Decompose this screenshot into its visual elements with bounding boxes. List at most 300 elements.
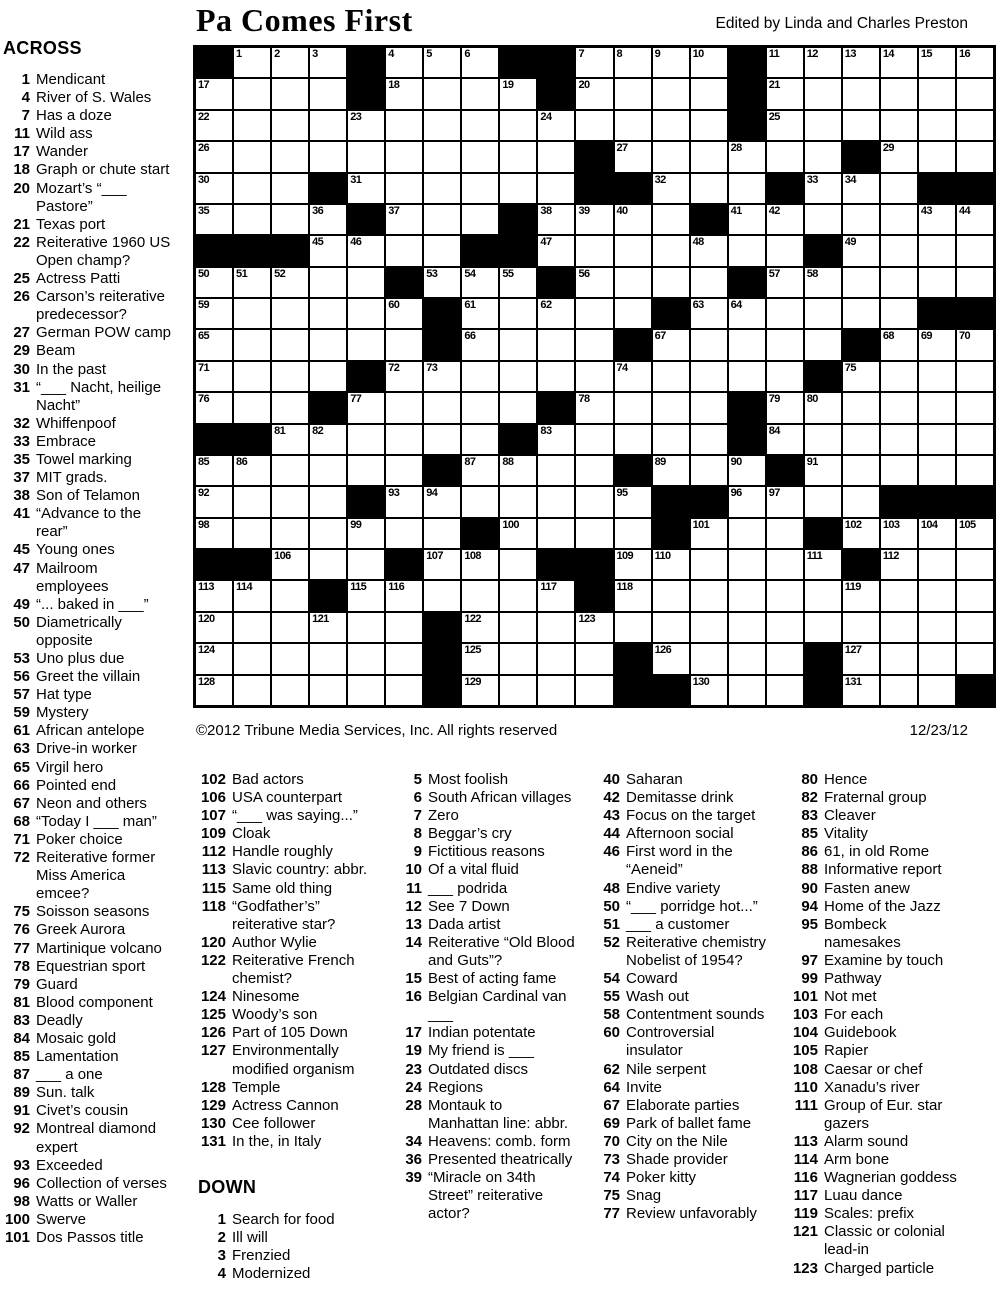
grid-cell-r18c15[interactable] bbox=[729, 581, 765, 610]
grid-cell-r4c16[interactable] bbox=[767, 142, 803, 171]
grid-cell-r11c9[interactable] bbox=[500, 362, 536, 391]
grid-cell-r13c7[interactable] bbox=[424, 425, 460, 454]
grid-cell-r19c3[interactable] bbox=[272, 613, 308, 642]
grid-cell-r19c16[interactable] bbox=[767, 613, 803, 642]
grid-cell-r20c19[interactable] bbox=[881, 644, 917, 673]
grid-cell-r11c4[interactable] bbox=[310, 362, 346, 391]
grid-cell-r9c12[interactable] bbox=[615, 299, 651, 328]
grid-cell-r3c20[interactable] bbox=[919, 111, 955, 140]
grid-cell-r18c20[interactable] bbox=[919, 581, 955, 610]
grid-cell-r3c4[interactable] bbox=[310, 111, 346, 140]
grid-cell-r6c4[interactable] bbox=[310, 205, 346, 234]
grid-cell-r17c17[interactable] bbox=[805, 550, 841, 579]
grid-cell-r11c1[interactable] bbox=[196, 362, 232, 391]
grid-cell-r17c9[interactable] bbox=[500, 550, 536, 579]
grid-cell-r15c3[interactable] bbox=[272, 487, 308, 516]
grid-cell-r2c2[interactable] bbox=[234, 79, 270, 108]
grid-cell-r19c21[interactable] bbox=[957, 613, 993, 642]
grid-cell-r10c3[interactable] bbox=[272, 330, 308, 359]
grid-cell-r15c6[interactable] bbox=[386, 487, 422, 516]
grid-cell-r9c6[interactable] bbox=[386, 299, 422, 328]
grid-cell-r11c13[interactable] bbox=[653, 362, 689, 391]
grid-cell-r19c5[interactable] bbox=[348, 613, 384, 642]
grid-cell-r21c11[interactable] bbox=[576, 676, 612, 705]
grid-cell-r8c17[interactable] bbox=[805, 268, 841, 297]
grid-cell-r6c17[interactable] bbox=[805, 205, 841, 234]
grid-cell-r19c13[interactable] bbox=[653, 613, 689, 642]
grid-cell-r16c10[interactable] bbox=[538, 519, 574, 548]
grid-cell-r16c14[interactable] bbox=[691, 519, 727, 548]
grid-cell-r3c2[interactable] bbox=[234, 111, 270, 140]
grid-cell-r9c8[interactable] bbox=[462, 299, 498, 328]
grid-cell-r8c1[interactable] bbox=[196, 268, 232, 297]
grid-cell-r4c15[interactable] bbox=[729, 142, 765, 171]
grid-cell-r17c19[interactable] bbox=[881, 550, 917, 579]
grid-cell-r12c1[interactable] bbox=[196, 393, 232, 422]
grid-cell-r9c9[interactable] bbox=[500, 299, 536, 328]
grid-cell-r13c3[interactable] bbox=[272, 425, 308, 454]
grid-cell-r20c21[interactable] bbox=[957, 644, 993, 673]
grid-cell-r8c2[interactable] bbox=[234, 268, 270, 297]
grid-cell-r2c11[interactable] bbox=[576, 79, 612, 108]
grid-cell-r8c13[interactable] bbox=[653, 268, 689, 297]
grid-cell-r5c15[interactable] bbox=[729, 174, 765, 203]
grid-cell-r7c20[interactable] bbox=[919, 236, 955, 265]
grid-cell-r1c6[interactable] bbox=[386, 48, 422, 77]
grid-cell-r17c5[interactable] bbox=[348, 550, 384, 579]
grid-cell-r19c18[interactable] bbox=[843, 613, 879, 642]
grid-cell-r6c6[interactable] bbox=[386, 205, 422, 234]
grid-cell-r20c13[interactable] bbox=[653, 644, 689, 673]
grid-cell-r18c10[interactable] bbox=[538, 581, 574, 610]
grid-cell-r1c16[interactable] bbox=[767, 48, 803, 77]
grid-cell-r16c1[interactable] bbox=[196, 519, 232, 548]
grid-cell-r4c1[interactable] bbox=[196, 142, 232, 171]
grid-cell-r10c10[interactable] bbox=[538, 330, 574, 359]
grid-cell-r10c21[interactable] bbox=[957, 330, 993, 359]
grid-cell-r6c20[interactable] bbox=[919, 205, 955, 234]
grid-cell-r13c17[interactable] bbox=[805, 425, 841, 454]
grid-cell-r18c13[interactable] bbox=[653, 581, 689, 610]
grid-cell-r5c19[interactable] bbox=[881, 174, 917, 203]
grid-cell-r4c12[interactable] bbox=[615, 142, 651, 171]
grid-cell-r16c6[interactable] bbox=[386, 519, 422, 548]
grid-cell-r13c18[interactable] bbox=[843, 425, 879, 454]
grid-cell-r14c1[interactable] bbox=[196, 456, 232, 485]
grid-cell-r8c8[interactable] bbox=[462, 268, 498, 297]
grid-cell-r7c21[interactable] bbox=[957, 236, 993, 265]
grid-cell-r19c12[interactable] bbox=[615, 613, 651, 642]
grid-cell-r10c5[interactable] bbox=[348, 330, 384, 359]
grid-cell-r18c7[interactable] bbox=[424, 581, 460, 610]
grid-cell-r14c21[interactable] bbox=[957, 456, 993, 485]
grid-cell-r10c8[interactable] bbox=[462, 330, 498, 359]
grid-cell-r8c11[interactable] bbox=[576, 268, 612, 297]
grid-cell-r16c20[interactable] bbox=[919, 519, 955, 548]
grid-cell-r3c18[interactable] bbox=[843, 111, 879, 140]
grid-cell-r10c15[interactable] bbox=[729, 330, 765, 359]
grid-cell-r15c8[interactable] bbox=[462, 487, 498, 516]
grid-cell-r17c21[interactable] bbox=[957, 550, 993, 579]
grid-cell-r19c1[interactable] bbox=[196, 613, 232, 642]
grid-cell-r21c6[interactable] bbox=[386, 676, 422, 705]
grid-cell-r5c10[interactable] bbox=[538, 174, 574, 203]
grid-cell-r11c21[interactable] bbox=[957, 362, 993, 391]
grid-cell-r13c20[interactable] bbox=[919, 425, 955, 454]
grid-cell-r13c19[interactable] bbox=[881, 425, 917, 454]
grid-cell-r18c18[interactable] bbox=[843, 581, 879, 610]
grid-cell-r6c16[interactable] bbox=[767, 205, 803, 234]
grid-cell-r2c3[interactable] bbox=[272, 79, 308, 108]
grid-cell-r1c8[interactable] bbox=[462, 48, 498, 77]
grid-cell-r5c13[interactable] bbox=[653, 174, 689, 203]
grid-cell-r20c6[interactable] bbox=[386, 644, 422, 673]
grid-cell-r13c21[interactable] bbox=[957, 425, 993, 454]
grid-cell-r10c20[interactable] bbox=[919, 330, 955, 359]
grid-cell-r4c3[interactable] bbox=[272, 142, 308, 171]
grid-cell-r17c12[interactable] bbox=[615, 550, 651, 579]
grid-cell-r21c4[interactable] bbox=[310, 676, 346, 705]
grid-cell-r13c12[interactable] bbox=[615, 425, 651, 454]
grid-cell-r8c12[interactable] bbox=[615, 268, 651, 297]
grid-cell-r21c15[interactable] bbox=[729, 676, 765, 705]
grid-cell-r17c7[interactable] bbox=[424, 550, 460, 579]
grid-cell-r3c9[interactable] bbox=[500, 111, 536, 140]
grid-cell-r12c16[interactable] bbox=[767, 393, 803, 422]
grid-cell-r4c2[interactable] bbox=[234, 142, 270, 171]
grid-cell-r12c17[interactable] bbox=[805, 393, 841, 422]
grid-cell-r8c20[interactable] bbox=[919, 268, 955, 297]
grid-cell-r16c12[interactable] bbox=[615, 519, 651, 548]
grid-cell-r14c20[interactable] bbox=[919, 456, 955, 485]
grid-cell-r9c11[interactable] bbox=[576, 299, 612, 328]
grid-cell-r11c18[interactable] bbox=[843, 362, 879, 391]
grid-cell-r21c14[interactable] bbox=[691, 676, 727, 705]
grid-cell-r4c7[interactable] bbox=[424, 142, 460, 171]
grid-cell-r14c19[interactable] bbox=[881, 456, 917, 485]
grid-cell-r6c1[interactable] bbox=[196, 205, 232, 234]
grid-cell-r17c4[interactable] bbox=[310, 550, 346, 579]
grid-cell-r11c19[interactable] bbox=[881, 362, 917, 391]
grid-cell-r7c14[interactable] bbox=[691, 236, 727, 265]
grid-cell-r20c2[interactable] bbox=[234, 644, 270, 673]
grid-cell-r3c13[interactable] bbox=[653, 111, 689, 140]
grid-cell-r16c16[interactable] bbox=[767, 519, 803, 548]
grid-cell-r14c15[interactable] bbox=[729, 456, 765, 485]
grid-cell-r6c3[interactable] bbox=[272, 205, 308, 234]
grid-cell-r20c16[interactable] bbox=[767, 644, 803, 673]
grid-cell-r4c10[interactable] bbox=[538, 142, 574, 171]
grid-cell-r6c2[interactable] bbox=[234, 205, 270, 234]
grid-cell-r13c10[interactable] bbox=[538, 425, 574, 454]
grid-cell-r15c1[interactable] bbox=[196, 487, 232, 516]
grid-cell-r2c19[interactable] bbox=[881, 79, 917, 108]
grid-cell-r12c9[interactable] bbox=[500, 393, 536, 422]
grid-cell-r18c17[interactable] bbox=[805, 581, 841, 610]
grid-cell-r9c1[interactable] bbox=[196, 299, 232, 328]
grid-cell-r12c13[interactable] bbox=[653, 393, 689, 422]
grid-cell-r11c10[interactable] bbox=[538, 362, 574, 391]
grid-cell-r18c16[interactable] bbox=[767, 581, 803, 610]
grid-cell-r6c10[interactable] bbox=[538, 205, 574, 234]
grid-cell-r16c3[interactable] bbox=[272, 519, 308, 548]
grid-cell-r4c17[interactable] bbox=[805, 142, 841, 171]
grid-cell-r11c2[interactable] bbox=[234, 362, 270, 391]
grid-cell-r9c15[interactable] bbox=[729, 299, 765, 328]
grid-cell-r15c12[interactable] bbox=[615, 487, 651, 516]
grid-cell-r2c16[interactable] bbox=[767, 79, 803, 108]
grid-cell-r5c5[interactable] bbox=[348, 174, 384, 203]
grid-cell-r11c11[interactable] bbox=[576, 362, 612, 391]
grid-cell-r5c8[interactable] bbox=[462, 174, 498, 203]
grid-cell-r18c19[interactable] bbox=[881, 581, 917, 610]
grid-cell-r19c2[interactable] bbox=[234, 613, 270, 642]
grid-cell-r7c7[interactable] bbox=[424, 236, 460, 265]
grid-cell-r13c11[interactable] bbox=[576, 425, 612, 454]
grid-cell-r11c20[interactable] bbox=[919, 362, 955, 391]
grid-cell-r21c20[interactable] bbox=[919, 676, 955, 705]
grid-cell-r20c5[interactable] bbox=[348, 644, 384, 673]
grid-cell-r8c7[interactable] bbox=[424, 268, 460, 297]
grid-cell-r15c2[interactable] bbox=[234, 487, 270, 516]
grid-cell-r18c1[interactable] bbox=[196, 581, 232, 610]
grid-cell-r14c13[interactable] bbox=[653, 456, 689, 485]
grid-cell-r16c21[interactable] bbox=[957, 519, 993, 548]
grid-cell-r8c4[interactable] bbox=[310, 268, 346, 297]
grid-cell-r20c14[interactable] bbox=[691, 644, 727, 673]
grid-cell-r10c13[interactable] bbox=[653, 330, 689, 359]
grid-cell-r21c19[interactable] bbox=[881, 676, 917, 705]
grid-cell-r19c4[interactable] bbox=[310, 613, 346, 642]
grid-cell-r20c9[interactable] bbox=[500, 644, 536, 673]
grid-cell-r3c16[interactable] bbox=[767, 111, 803, 140]
grid-cell-r7c12[interactable] bbox=[615, 236, 651, 265]
grid-cell-r4c14[interactable] bbox=[691, 142, 727, 171]
grid-cell-r21c16[interactable] bbox=[767, 676, 803, 705]
grid-cell-r3c19[interactable] bbox=[881, 111, 917, 140]
grid-cell-r19c15[interactable] bbox=[729, 613, 765, 642]
grid-cell-r5c6[interactable] bbox=[386, 174, 422, 203]
grid-cell-r1c12[interactable] bbox=[615, 48, 651, 77]
grid-cell-r3c3[interactable] bbox=[272, 111, 308, 140]
grid-cell-r16c4[interactable] bbox=[310, 519, 346, 548]
grid-cell-r6c19[interactable] bbox=[881, 205, 917, 234]
grid-cell-r21c9[interactable] bbox=[500, 676, 536, 705]
grid-cell-r20c10[interactable] bbox=[538, 644, 574, 673]
grid-cell-r1c14[interactable] bbox=[691, 48, 727, 77]
grid-cell-r20c15[interactable] bbox=[729, 644, 765, 673]
grid-cell-r17c15[interactable] bbox=[729, 550, 765, 579]
grid-cell-r14c5[interactable] bbox=[348, 456, 384, 485]
grid-cell-r11c6[interactable] bbox=[386, 362, 422, 391]
grid-cell-r4c21[interactable] bbox=[957, 142, 993, 171]
grid-cell-r6c21[interactable] bbox=[957, 205, 993, 234]
grid-cell-r16c7[interactable] bbox=[424, 519, 460, 548]
grid-cell-r10c16[interactable] bbox=[767, 330, 803, 359]
grid-cell-r8c9[interactable] bbox=[500, 268, 536, 297]
grid-cell-r7c5[interactable] bbox=[348, 236, 384, 265]
grid-cell-r7c16[interactable] bbox=[767, 236, 803, 265]
grid-cell-r7c18[interactable] bbox=[843, 236, 879, 265]
grid-cell-r4c20[interactable] bbox=[919, 142, 955, 171]
grid-cell-r3c10[interactable] bbox=[538, 111, 574, 140]
grid-cell-r8c21[interactable] bbox=[957, 268, 993, 297]
grid-cell-r12c14[interactable] bbox=[691, 393, 727, 422]
grid-cell-r4c4[interactable] bbox=[310, 142, 346, 171]
grid-cell-r19c20[interactable] bbox=[919, 613, 955, 642]
grid-cell-r1c21[interactable] bbox=[957, 48, 993, 77]
grid-cell-r14c9[interactable] bbox=[500, 456, 536, 485]
grid-cell-r3c21[interactable] bbox=[957, 111, 993, 140]
grid-cell-r6c18[interactable] bbox=[843, 205, 879, 234]
grid-cell-r12c8[interactable] bbox=[462, 393, 498, 422]
grid-cell-r10c1[interactable] bbox=[196, 330, 232, 359]
grid-cell-r8c16[interactable] bbox=[767, 268, 803, 297]
grid-cell-r19c8[interactable] bbox=[462, 613, 498, 642]
grid-cell-r15c11[interactable] bbox=[576, 487, 612, 516]
grid-cell-r11c12[interactable] bbox=[615, 362, 651, 391]
grid-cell-r9c19[interactable] bbox=[881, 299, 917, 328]
grid-cell-r8c14[interactable] bbox=[691, 268, 727, 297]
grid-cell-r21c8[interactable] bbox=[462, 676, 498, 705]
grid-cell-r6c7[interactable] bbox=[424, 205, 460, 234]
grid-cell-r18c9[interactable] bbox=[500, 581, 536, 610]
grid-cell-r16c15[interactable] bbox=[729, 519, 765, 548]
grid-cell-r20c3[interactable] bbox=[272, 644, 308, 673]
grid-cell-r20c1[interactable] bbox=[196, 644, 232, 673]
grid-cell-r17c14[interactable] bbox=[691, 550, 727, 579]
grid-cell-r10c2[interactable] bbox=[234, 330, 270, 359]
grid-cell-r2c17[interactable] bbox=[805, 79, 841, 108]
grid-cell-r13c6[interactable] bbox=[386, 425, 422, 454]
grid-cell-r6c15[interactable] bbox=[729, 205, 765, 234]
grid-cell-r19c9[interactable] bbox=[500, 613, 536, 642]
grid-cell-r17c20[interactable] bbox=[919, 550, 955, 579]
grid-cell-r3c12[interactable] bbox=[615, 111, 651, 140]
grid-cell-r10c17[interactable] bbox=[805, 330, 841, 359]
grid-cell-r5c7[interactable] bbox=[424, 174, 460, 203]
grid-cell-r19c14[interactable] bbox=[691, 613, 727, 642]
grid-cell-r14c18[interactable] bbox=[843, 456, 879, 485]
grid-cell-r4c9[interactable] bbox=[500, 142, 536, 171]
grid-cell-r1c3[interactable] bbox=[272, 48, 308, 77]
grid-cell-r1c17[interactable] bbox=[805, 48, 841, 77]
grid-cell-r21c5[interactable] bbox=[348, 676, 384, 705]
grid-cell-r2c18[interactable] bbox=[843, 79, 879, 108]
grid-cell-r15c15[interactable] bbox=[729, 487, 765, 516]
grid-cell-r3c11[interactable] bbox=[576, 111, 612, 140]
grid-cell-r5c1[interactable] bbox=[196, 174, 232, 203]
grid-cell-r11c15[interactable] bbox=[729, 362, 765, 391]
grid-cell-r13c4[interactable] bbox=[310, 425, 346, 454]
grid-cell-r3c5[interactable] bbox=[348, 111, 384, 140]
grid-cell-r2c13[interactable] bbox=[653, 79, 689, 108]
grid-cell-r5c17[interactable] bbox=[805, 174, 841, 203]
grid-cell-r5c14[interactable] bbox=[691, 174, 727, 203]
grid-cell-r1c13[interactable] bbox=[653, 48, 689, 77]
grid-cell-r9c5[interactable] bbox=[348, 299, 384, 328]
grid-cell-r7c4[interactable] bbox=[310, 236, 346, 265]
grid-cell-r18c2[interactable] bbox=[234, 581, 270, 610]
grid-cell-r7c11[interactable] bbox=[576, 236, 612, 265]
grid-cell-r5c9[interactable] bbox=[500, 174, 536, 203]
grid-cell-r9c14[interactable] bbox=[691, 299, 727, 328]
grid-cell-r18c6[interactable] bbox=[386, 581, 422, 610]
grid-cell-r5c2[interactable] bbox=[234, 174, 270, 203]
grid-cell-r12c2[interactable] bbox=[234, 393, 270, 422]
grid-cell-r4c13[interactable] bbox=[653, 142, 689, 171]
grid-cell-r7c13[interactable] bbox=[653, 236, 689, 265]
grid-cell-r11c14[interactable] bbox=[691, 362, 727, 391]
grid-cell-r3c17[interactable] bbox=[805, 111, 841, 140]
grid-cell-r10c4[interactable] bbox=[310, 330, 346, 359]
grid-cell-r18c12[interactable] bbox=[615, 581, 651, 610]
grid-cell-r6c13[interactable] bbox=[653, 205, 689, 234]
grid-cell-r10c6[interactable] bbox=[386, 330, 422, 359]
grid-cell-r20c18[interactable] bbox=[843, 644, 879, 673]
grid-cell-r5c18[interactable] bbox=[843, 174, 879, 203]
grid-cell-r20c11[interactable] bbox=[576, 644, 612, 673]
grid-cell-r1c7[interactable] bbox=[424, 48, 460, 77]
grid-cell-r19c19[interactable] bbox=[881, 613, 917, 642]
grid-cell-r14c3[interactable] bbox=[272, 456, 308, 485]
grid-cell-r9c10[interactable] bbox=[538, 299, 574, 328]
grid-cell-r10c19[interactable] bbox=[881, 330, 917, 359]
grid-cell-r12c19[interactable] bbox=[881, 393, 917, 422]
grid-cell-r15c10[interactable] bbox=[538, 487, 574, 516]
grid-cell-r21c10[interactable] bbox=[538, 676, 574, 705]
grid-cell-r16c2[interactable] bbox=[234, 519, 270, 548]
grid-cell-r12c6[interactable] bbox=[386, 393, 422, 422]
grid-cell-r20c8[interactable] bbox=[462, 644, 498, 673]
grid-cell-r12c11[interactable] bbox=[576, 393, 612, 422]
grid-cell-r4c8[interactable] bbox=[462, 142, 498, 171]
grid-cell-r11c3[interactable] bbox=[272, 362, 308, 391]
grid-cell-r9c3[interactable] bbox=[272, 299, 308, 328]
grid-cell-r1c11[interactable] bbox=[576, 48, 612, 77]
grid-cell-r19c6[interactable] bbox=[386, 613, 422, 642]
grid-cell-r7c6[interactable] bbox=[386, 236, 422, 265]
grid-cell-r18c21[interactable] bbox=[957, 581, 993, 610]
grid-cell-r17c3[interactable] bbox=[272, 550, 308, 579]
grid-cell-r14c6[interactable] bbox=[386, 456, 422, 485]
grid-cell-r2c9[interactable] bbox=[500, 79, 536, 108]
grid-cell-r13c5[interactable] bbox=[348, 425, 384, 454]
grid-cell-r3c7[interactable] bbox=[424, 111, 460, 140]
grid-cell-r13c16[interactable] bbox=[767, 425, 803, 454]
grid-cell-r17c8[interactable] bbox=[462, 550, 498, 579]
grid-cell-r4c19[interactable] bbox=[881, 142, 917, 171]
grid-cell-r13c8[interactable] bbox=[462, 425, 498, 454]
grid-cell-r6c11[interactable] bbox=[576, 205, 612, 234]
grid-cell-r14c10[interactable] bbox=[538, 456, 574, 485]
grid-cell-r8c5[interactable] bbox=[348, 268, 384, 297]
grid-cell-r17c16[interactable] bbox=[767, 550, 803, 579]
grid-cell-r3c1[interactable] bbox=[196, 111, 232, 140]
grid-cell-r14c11[interactable] bbox=[576, 456, 612, 485]
grid-cell-r2c21[interactable] bbox=[957, 79, 993, 108]
grid-cell-r2c14[interactable] bbox=[691, 79, 727, 108]
grid-cell-r18c8[interactable] bbox=[462, 581, 498, 610]
grid-cell-r9c16[interactable] bbox=[767, 299, 803, 328]
grid-cell-r19c10[interactable] bbox=[538, 613, 574, 642]
grid-cell-r9c18[interactable] bbox=[843, 299, 879, 328]
grid-cell-r14c17[interactable] bbox=[805, 456, 841, 485]
grid-cell-r2c7[interactable] bbox=[424, 79, 460, 108]
grid-cell-r19c11[interactable] bbox=[576, 613, 612, 642]
grid-cell-r2c20[interactable] bbox=[919, 79, 955, 108]
grid-cell-r12c5[interactable] bbox=[348, 393, 384, 422]
